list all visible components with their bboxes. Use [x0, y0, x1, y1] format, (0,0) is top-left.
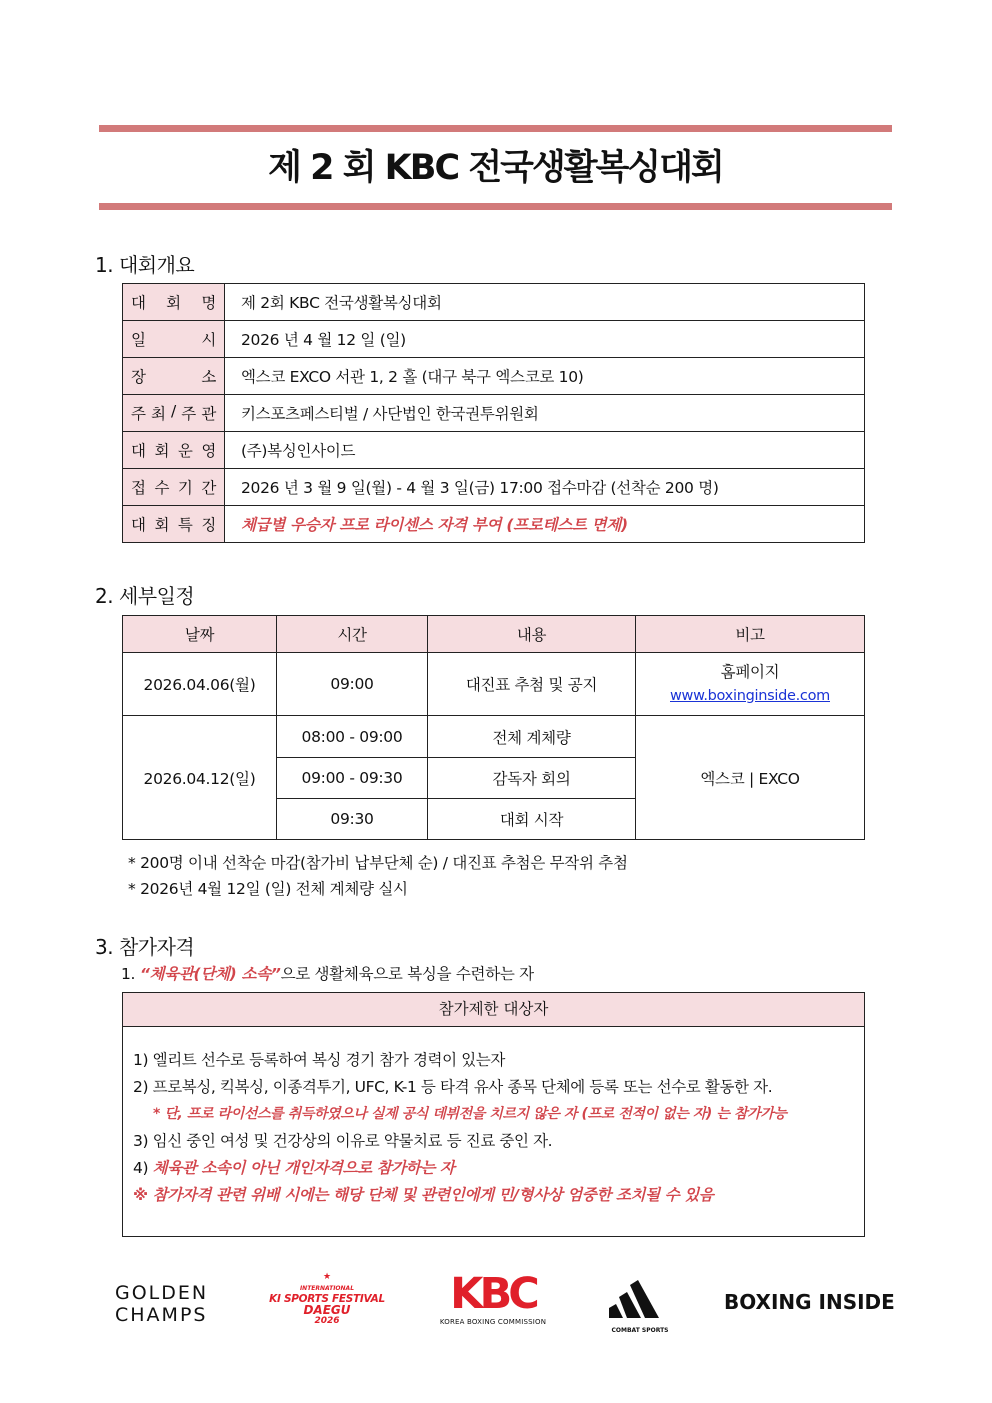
overview-row [123, 395, 865, 432]
schedule-cell-date: 2026.04.06(월) [123, 653, 277, 716]
schedule-cell-content: 대진표 추첨 및 공지 [428, 653, 636, 716]
section2-heading: 2. 세부일정 [95, 584, 195, 608]
restriction-item-number: 4) [133, 1159, 149, 1177]
schedule-cell-content: 감독자 회의 [428, 758, 636, 799]
section1-heading: 1. 대회개요 [95, 253, 195, 277]
eligibility-line [121, 962, 534, 984]
ki-sports-festival-logo: ★ INTERNATIONAL KI SPORTS FESTIVAL DAEGU 2026 [269, 1272, 385, 1326]
overview-value: 제 2회 KBC 전국생활복싱대회 [225, 284, 865, 321]
schedule-cell-date: 2026.04.12(일) [123, 716, 277, 840]
schedule-table [122, 615, 865, 840]
schedule-cell-note [636, 653, 865, 716]
schedule-header-time: 시간 [277, 616, 428, 653]
schedule-cell-content: 대회 시작 [428, 799, 636, 840]
overview-row [123, 321, 865, 358]
overview-row [123, 358, 865, 395]
kbc-logo: KBC KOREA BOXING COMMISSION [439, 1269, 547, 1326]
schedule-cell-content: 전체 계체량 [428, 716, 636, 758]
eligibility-rest: 으로 생활체육으로 복싱을 수련하는 자 [280, 965, 534, 983]
eligibility-prefix: 1. [121, 965, 140, 983]
restriction-item: 1) 엘리트 선수로 등록하여 복싱 경기 참가 경력이 있는자 [133, 1051, 505, 1069]
schedule-cell-note: 엑스코 | EXCO [636, 716, 865, 840]
overview-label: 대 회 특 징 [123, 506, 225, 543]
overview-label: 주 최 / 주 관 [123, 395, 225, 432]
overview-row [123, 432, 865, 469]
overview-value: 2026 년 4 월 12 일 (일) [225, 321, 865, 358]
overview-label: 대 회 운 영 [123, 432, 225, 469]
adidas-combat-logo: COMBAT SPORTS [604, 1274, 676, 1334]
schedule-cell-time: 09:00 [277, 653, 428, 716]
overview-label: 접 수 기 간 [123, 469, 225, 506]
restriction-exception: * 단, 프로 라이선스를 취득하였으나 실제 공식 데뷔전을 치르지 않은 자 (프로 전적이 없는 자) 는 참가가능 [153, 1106, 787, 1122]
overview-label: 일 시 [123, 321, 225, 358]
overview-row [123, 469, 865, 506]
restriction-item: 3) 임신 중인 여성 및 건강상의 이유로 약물치료 등 진료 중인 자. [133, 1132, 553, 1150]
schedule-note: * 2026년 4월 12일 (일) 전체 계체량 실시 [128, 880, 408, 898]
schedule-header-note: 비고 [636, 616, 865, 653]
overview-row [123, 284, 865, 321]
restriction-box [122, 992, 865, 1237]
restriction-title: 참가제한 대상자 [123, 993, 864, 1027]
schedule-cell-time: 08:00 - 09:00 [277, 716, 428, 758]
restriction-item [133, 1155, 854, 1182]
overview-value: 2026 년 3 월 9 일(월) - 4 월 3 일(금) 17:00 접수마감 (선착순 200 명) [225, 469, 865, 506]
title-top-bar [99, 125, 892, 132]
homepage-link[interactable]: www.boxinginside.com [670, 687, 830, 704]
overview-value: (주)복싱인사이드 [225, 432, 865, 469]
homepage-label: 홈페이지 [720, 662, 780, 681]
schedule-header-date: 날짜 [123, 616, 277, 653]
restriction-list [123, 1027, 864, 1209]
boxing-inside-logo: BOXING INSIDE [724, 1290, 895, 1314]
schedule-note: * 200명 이내 선착순 마감(참가비 납부단체 순) / 대진표 추첨은 무작위 추첨 [128, 854, 628, 872]
overview-label: 장 소 [123, 358, 225, 395]
section3-heading: 3. 참가자격 [95, 935, 195, 959]
overview-value: 키스포츠페스티벌 / 사단법인 한국권투위원회 [225, 395, 865, 432]
overview-table [122, 283, 865, 543]
schedule-cell-time: 09:00 - 09:30 [277, 758, 428, 799]
star-icon: ★ [322, 1272, 332, 1282]
overview-value: 체급별 우승자 프로 라이센스 자격 부여 (프로테스트 면제) [225, 506, 865, 543]
sponsor-logos [0, 1270, 992, 1340]
schedule-header-content: 내용 [428, 616, 636, 653]
eligibility-highlight: “체육관(단체) 소속” [139, 965, 281, 983]
restriction-warning: ※ 참가자격 관련 위배 시에는 해당 단체 및 관련인에게 민/형사상 엄중한 조치될 수 있음 [133, 1186, 714, 1204]
restriction-item: 2) 프로복싱, 킥복싱, 이종격투기, UFC, K-1 등 타격 유사 종목 단체에 등록 또는 선수로 활동한 자. [133, 1078, 773, 1096]
restriction-item-text: 체육관 소속이 아닌 개인자격으로 참가하는 자 [152, 1159, 455, 1177]
golden-champs-logo: GOLDEN CHAMPS [115, 1282, 209, 1326]
adidas-stripes-icon [607, 1274, 673, 1318]
overview-label: 대 회 명 [123, 284, 225, 321]
overview-row [123, 506, 865, 543]
title-bottom-bar [99, 203, 892, 210]
overview-value: 엑스코 EXCO 서관 1, 2 홀 (대구 북구 엑스코로 10) [225, 358, 865, 395]
page-title: 제 2 회 KBC 전국생활복싱대회 [268, 148, 723, 188]
schedule-cell-time: 09:30 [277, 799, 428, 840]
